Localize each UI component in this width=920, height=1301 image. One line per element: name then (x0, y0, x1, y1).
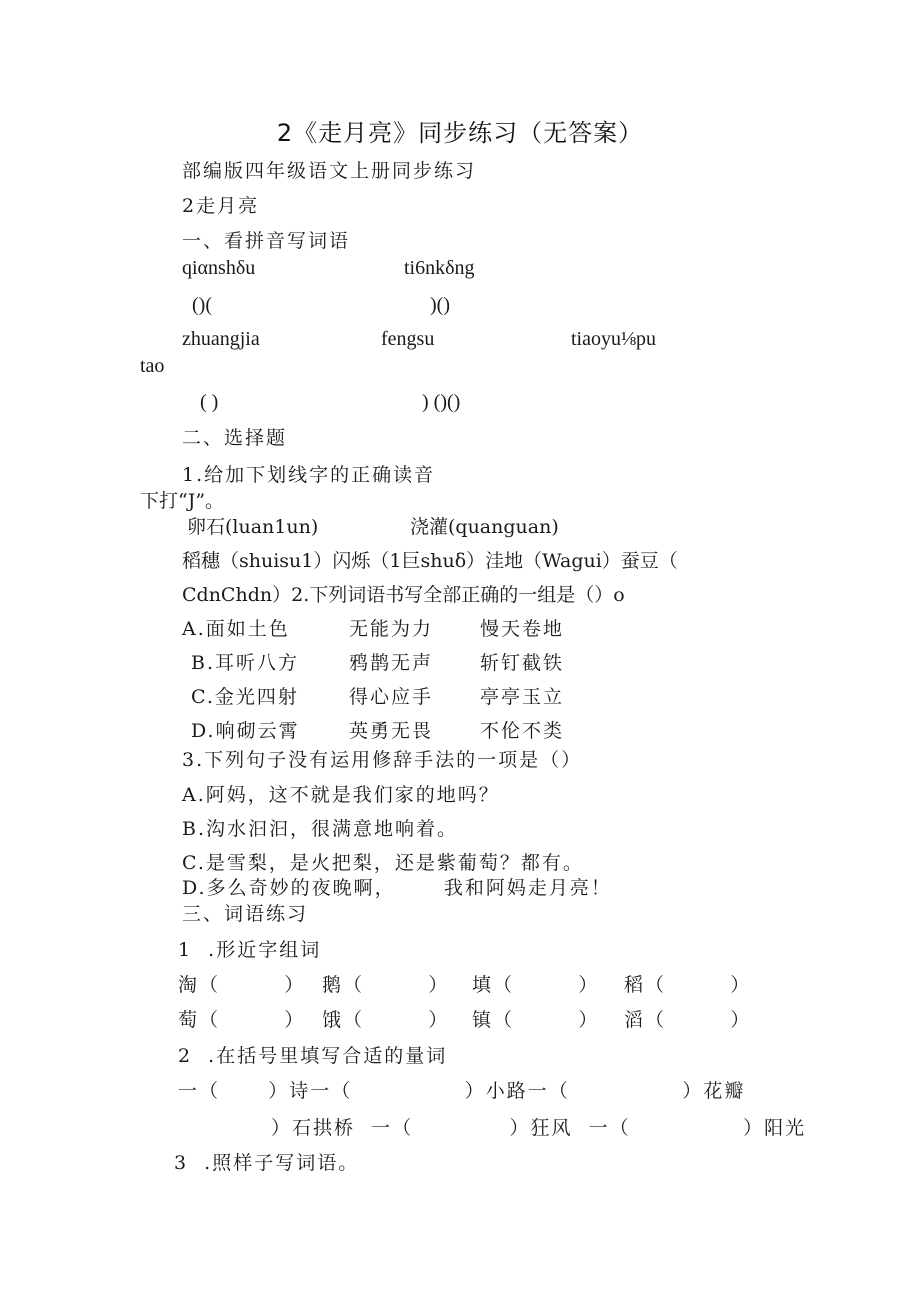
word-group-tao: 淘（ ） (178, 974, 306, 996)
q3-option-d: D.多么奇妙的夜晚啊， 我和阿妈走月亮！ (182, 877, 612, 899)
answer-brackets-2b: ) ()() (422, 391, 461, 413)
pinyin-zhuangjia: zhuangjia (182, 328, 260, 350)
section2-heading: 二、选择题 (182, 427, 288, 449)
section3-heading: 三、词语练习 (182, 903, 309, 925)
word-group-tao3: 滔（ ） (624, 1009, 752, 1031)
word-group-zhen: 镇（ ） (472, 1009, 600, 1031)
option-b-2: 鸦鹊无声 (349, 652, 434, 674)
option-d-1: D.响砌云霄 (191, 720, 300, 742)
q3-option-c: C.是雪梨，是火把梨，还是紫葡萄？都有。 (182, 852, 584, 874)
option-c-1: C.金光四射 (191, 686, 299, 708)
answer-brackets-1b: )() (430, 294, 450, 316)
q3-option-a: A.阿妈，这不就是我们家的地吗？ (182, 784, 500, 806)
option-b-1: B.耳听八方 (191, 652, 300, 674)
lesson-title: 2走月亮 (182, 195, 260, 217)
section3-q2: 2 .在括号里填写合适的量词 (178, 1045, 448, 1067)
measure-words-line2: ）石拱桥 一（ ）狂风 一（ ）阳光 (271, 1117, 807, 1139)
option-a-3: 慢天卷地 (480, 618, 565, 640)
answer-brackets-1a: ()( (192, 294, 212, 316)
section3-q1: 1 .形近字组词 (178, 939, 322, 961)
pinyin-tiankong: ti6nkδng (404, 257, 475, 279)
pinyin-fengsu: fengsu (381, 328, 435, 350)
pinyin-qianshou: qiαnshδu (182, 257, 256, 279)
word-group-e2: 饿（ ） (322, 1009, 450, 1031)
option-a-1: A.面如土色 (182, 618, 290, 640)
question-1: 1.给加下划线字的正确读音 (182, 464, 436, 486)
reading-item-luanshi: 卵石(luan1un) (187, 516, 319, 538)
option-d-3: 不伦不类 (480, 720, 565, 742)
pinyin-tao: tao (140, 355, 165, 377)
question-3: 3.下列句子没有运用修辞手法的一项是（） (182, 749, 583, 771)
option-a-2: 无能为力 (349, 618, 434, 640)
section1-heading: 一、看拼音写词语 (182, 230, 351, 252)
option-c-2: 得心应手 (349, 686, 434, 708)
measure-words-line1: 一（ ）诗一（ ）小路一（ ）花瓣 (178, 1080, 746, 1102)
pinyin-tiaoyupu: tiaoyu⅛pu (571, 328, 656, 350)
option-d-2: 英勇无畏 (349, 720, 434, 742)
page-title: 2《走月亮》同步练习（无答案） (276, 119, 644, 147)
q3-option-b: B.沟水汩汩，很满意地响着。 (182, 818, 459, 840)
reading-items-line: 稻穗（shuisu1）闪烁（1巨shuδ）洼地（Wagui）蚕豆（ (182, 550, 678, 572)
question-1-wrap: 下打“J”。 (140, 490, 225, 512)
option-b-3: 斩钉截铁 (480, 652, 565, 674)
subtitle: 部编版四年级语文上册同步练习 (182, 160, 477, 182)
question-2: CdnChdn）2.下列词语书写全部正确的一组是（）o (182, 584, 625, 606)
word-group-e: 鹅（ ） (322, 974, 450, 996)
word-group-tian: 填（ ） (472, 974, 600, 996)
option-c-3: 亭亭玉立 (480, 686, 565, 708)
word-group-tao2: 萄（ ） (178, 1009, 306, 1031)
section3-q3: 3 .照样子写词语。 (174, 1152, 360, 1174)
answer-brackets-2a: ( ) (200, 391, 219, 413)
word-group-dao: 稻（ ） (624, 974, 752, 996)
reading-item-jiaoguan: 浇灌(quanguan) (410, 516, 559, 538)
